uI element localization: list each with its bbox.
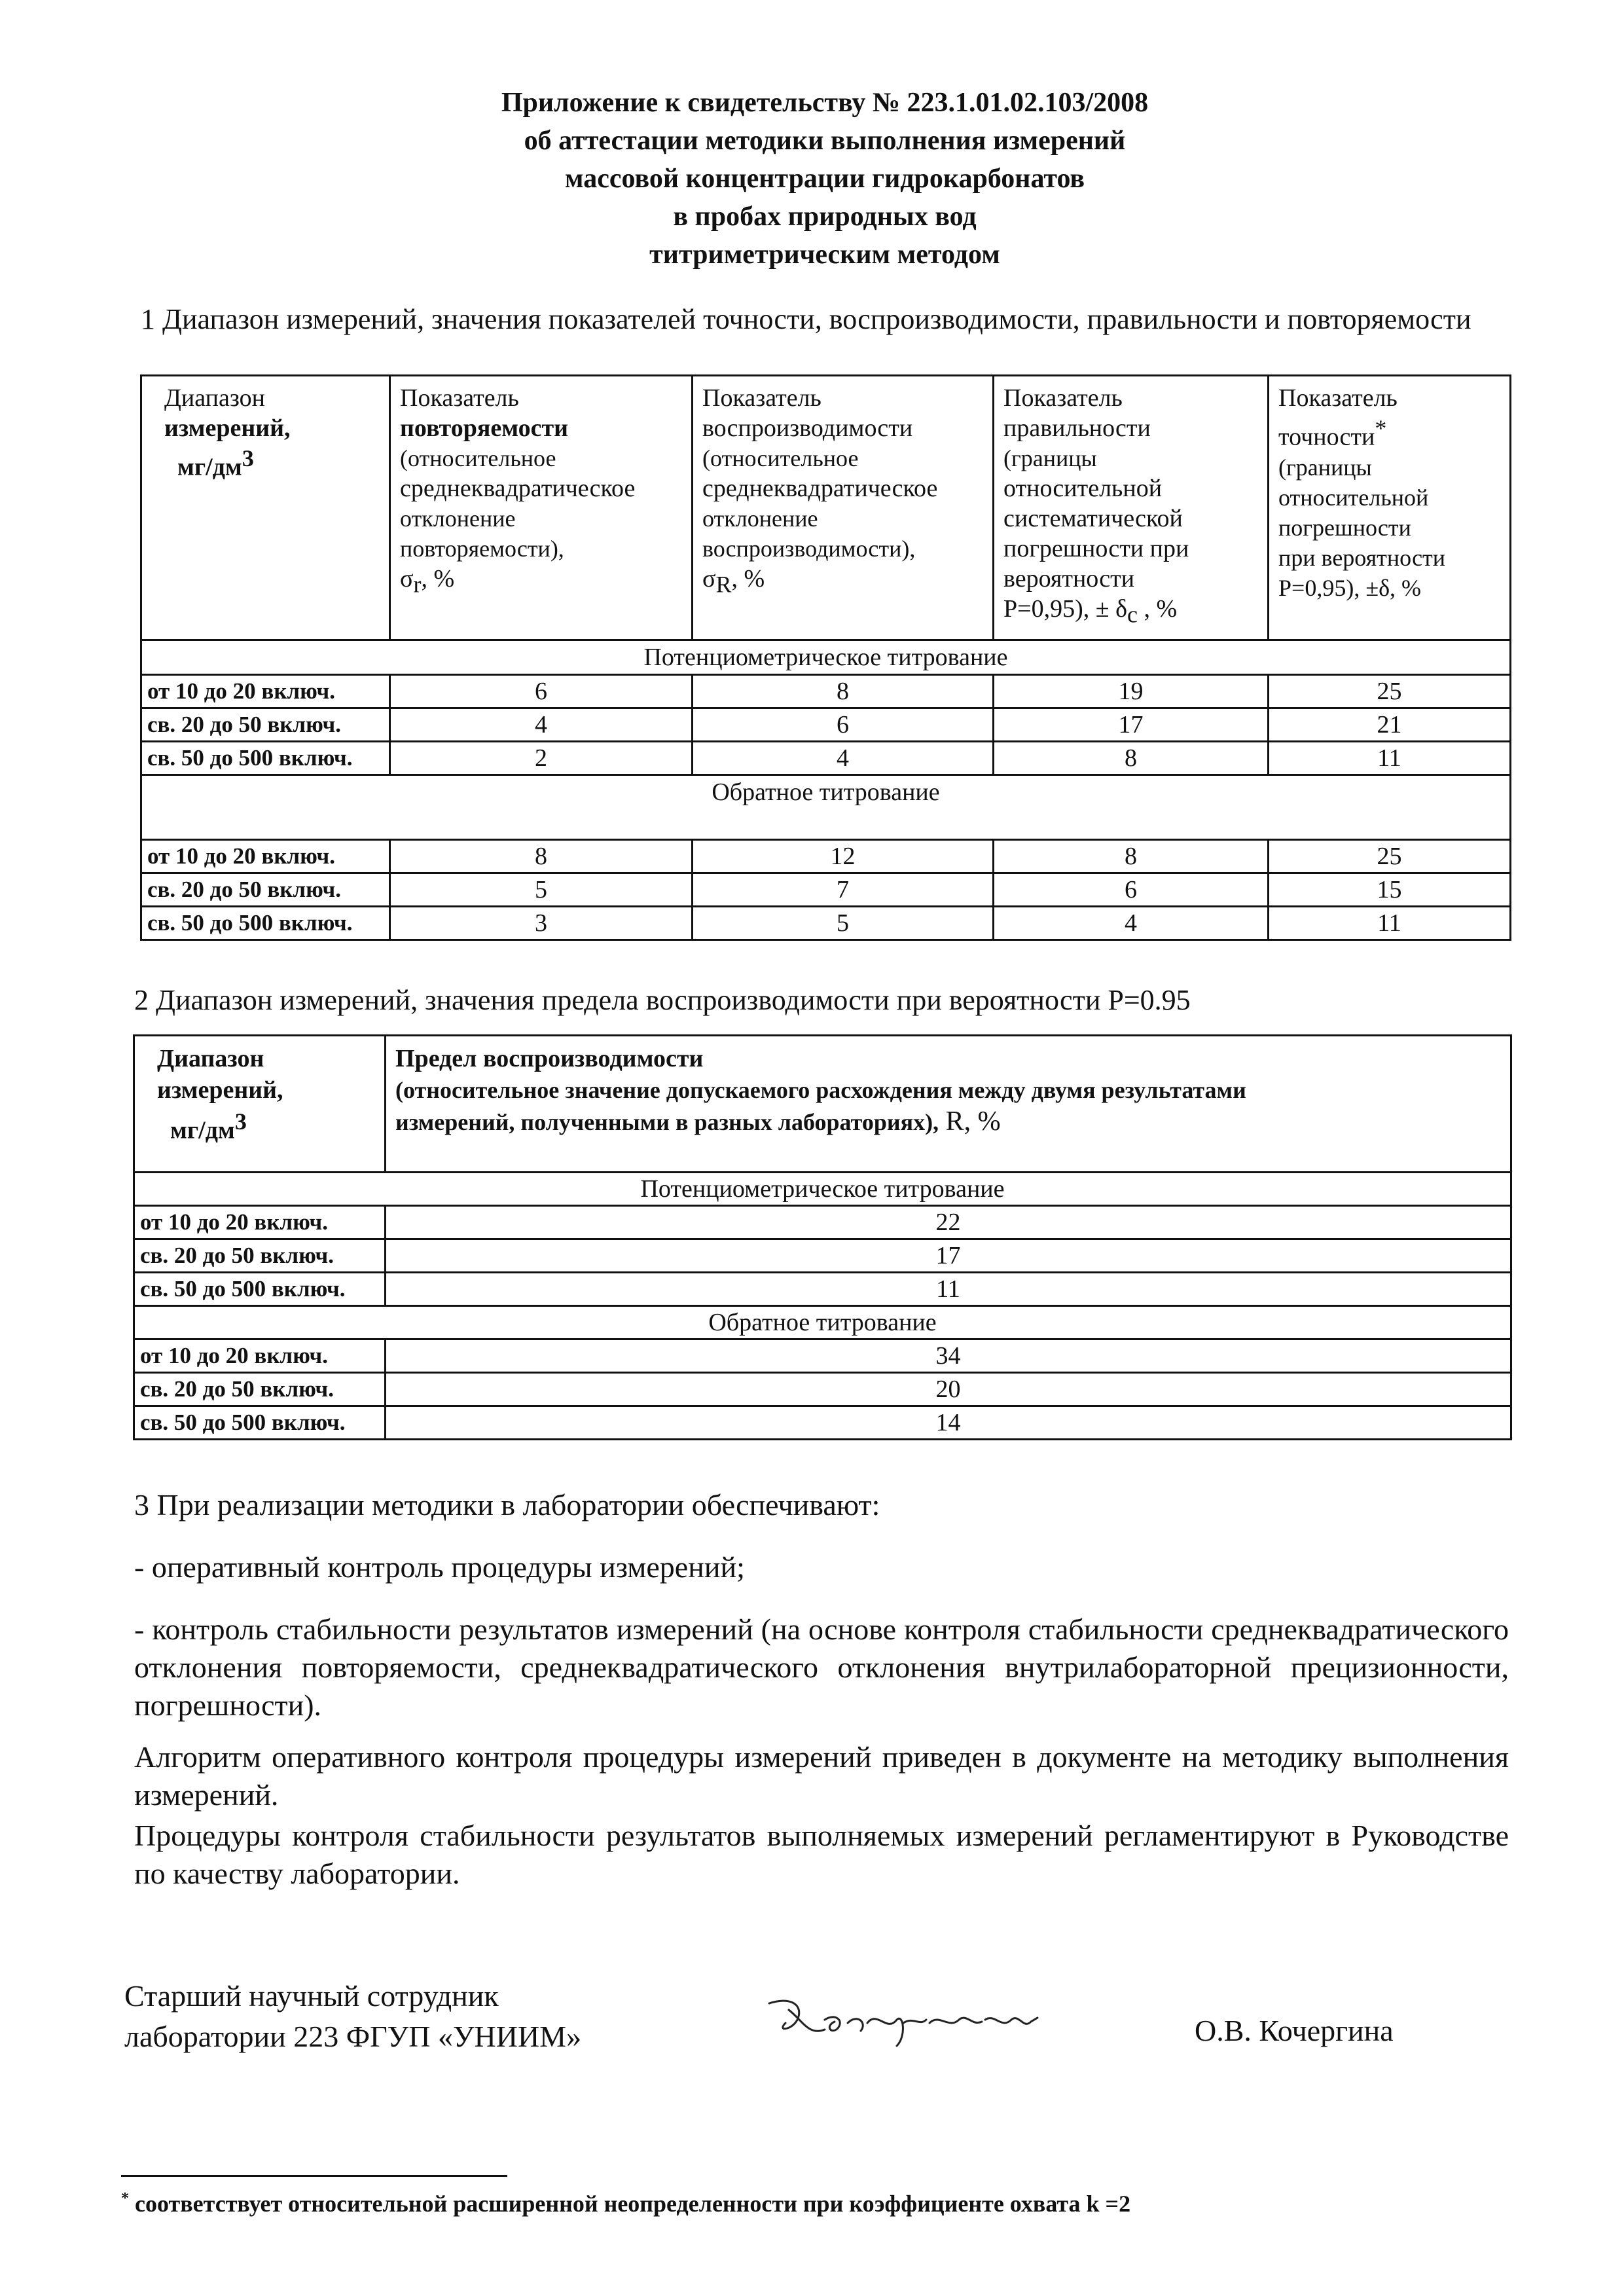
header-text: (границы: [1003, 445, 1097, 471]
title-line-2: об аттестации методики выполнения измерений: [524, 126, 1126, 156]
value-cell: 11: [1269, 907, 1511, 940]
header-text: при вероятности: [1278, 544, 1446, 571]
group-header-row: [141, 640, 1511, 675]
range-cell: от 10 до 20 включ.: [141, 675, 390, 708]
value-cell: 8: [390, 840, 693, 873]
header-text: Показатель: [702, 384, 821, 412]
header-text: мг/дм: [170, 1116, 235, 1144]
header-text: отклонение: [702, 505, 818, 532]
group-label: Потенциометрическое титрование: [141, 640, 1511, 675]
group-header-row: [134, 1306, 1511, 1339]
table-row: [141, 840, 1511, 873]
header-sub: r: [413, 571, 422, 598]
table-row: [141, 675, 1511, 708]
section-1-heading: 1 Диапазон измерений, значения показателей точности, воспроизводимости, правильности и повторяемости: [141, 303, 1471, 335]
table-row: [141, 873, 1511, 907]
value-cell: 6: [693, 708, 994, 742]
range-cell: от 10 до 20 включ.: [134, 1206, 386, 1239]
header-text: мг/дм: [177, 453, 242, 481]
range-cell: св. 50 до 500 включ.: [134, 1273, 386, 1306]
table-row: [134, 1239, 1511, 1273]
footnote-text: соответствует относительной расширенной неопределенности при коэффициенте охвата k =2: [129, 2191, 1131, 2217]
header-text: повторяемости),: [400, 536, 564, 562]
value-cell: 8: [994, 840, 1269, 873]
range-cell: от 10 до 20 включ.: [134, 1339, 386, 1373]
title-line-5: титриметрическим методом: [649, 240, 1000, 270]
section-3-paragraph-1: Алгоритм оперативного контроля процедуры измерений приведен в документе на методику выполнения измерений.: [134, 1740, 1509, 1812]
table-row: [134, 1373, 1511, 1406]
header-text: Диапазон: [157, 1045, 264, 1072]
value-cell: 17: [994, 708, 1269, 742]
value-cell: 34: [386, 1339, 1511, 1373]
value-cell: 15: [1269, 873, 1511, 907]
value-cell: 25: [1269, 675, 1511, 708]
footnote-mark: *: [1375, 415, 1387, 441]
header-text: вероятности: [1003, 565, 1135, 592]
value-cell: 11: [1269, 742, 1511, 775]
value-cell: 8: [994, 742, 1269, 775]
header-text: [395, 1106, 1502, 1138]
value-cell: 21: [1269, 708, 1511, 742]
range-cell: св. 20 до 50 включ.: [134, 1373, 386, 1406]
range-cell: св. 50 до 500 включ.: [141, 907, 390, 940]
section-3-paragraph-2: Процедуры контроля стабильности результатов выполняемых измерений регламентируют в Руководстве по качеству лаборатории.: [134, 1819, 1509, 1890]
group-label: Потенциометрическое титрование: [134, 1173, 1511, 1206]
table-header-row: [141, 376, 1511, 640]
header-text: Показатель: [400, 384, 519, 412]
header-text: погрешности: [1278, 514, 1411, 541]
title-line-1: Приложение к свидетельству № 223.1.01.02.103/2008: [501, 88, 1149, 118]
header-text: Предел воспроизводимости: [395, 1045, 704, 1072]
header-text: , %: [731, 565, 765, 592]
value-cell: 7: [693, 873, 994, 907]
value-cell: 5: [390, 873, 693, 907]
header-symbol: [702, 564, 984, 600]
header-text: относительной: [1278, 484, 1429, 511]
header-text: систематической: [1003, 505, 1183, 532]
header-text: воспроизводимости: [702, 414, 913, 442]
value-cell: 25: [1269, 840, 1511, 873]
value-cell: 6: [390, 675, 693, 708]
table-row: [134, 1273, 1511, 1306]
group-header-row: [134, 1173, 1511, 1206]
reproducibility-limit-table: [133, 1034, 1512, 1440]
handwritten-signature: [763, 1984, 1070, 2059]
header-text: измерений, полученными в разных лабораториях),: [395, 1109, 939, 1135]
header-text: среднеквадратическое: [400, 475, 636, 502]
section-3-item-1: - оперативный контроль процедуры измерений;: [134, 1550, 745, 1584]
range-cell: св. 50 до 500 включ.: [134, 1406, 386, 1440]
header-text: погрешности при: [1003, 535, 1189, 562]
header-text: σ: [400, 565, 414, 592]
header-text: Р=0,95), ±δ, %: [1278, 574, 1422, 601]
table-header-row: [134, 1036, 1511, 1173]
range-cell: св. 20 до 50 включ.: [141, 873, 390, 907]
header-text: среднеквадратическое: [702, 475, 938, 502]
section-3-heading: 3 При реализации методики в лаборатории обеспечивают:: [134, 1488, 880, 1522]
value-cell: 8: [693, 675, 994, 708]
table-row: [134, 1406, 1511, 1440]
section-2-heading: 2 Диапазон измерений, значения предела воспроизводимости при вероятности Р=0.95: [134, 984, 1191, 1016]
signer-position: [124, 1976, 581, 2057]
value-cell: 11: [386, 1273, 1511, 1306]
table-row: [141, 708, 1511, 742]
range-cell: св. 20 до 50 включ.: [134, 1239, 386, 1273]
table-row: [141, 907, 1511, 940]
header-reproducibility: [693, 376, 994, 640]
footnote: [121, 2190, 1130, 2217]
group-label: Обратное титрование: [141, 775, 1511, 840]
header-sub: c: [1127, 601, 1138, 628]
table-row: [134, 1339, 1511, 1373]
header-text: , %: [1137, 595, 1178, 623]
value-cell: 4: [390, 708, 693, 742]
header-text: [1278, 413, 1502, 452]
value-cell: 4: [693, 742, 994, 775]
header-unit: [151, 443, 381, 483]
header-range: [134, 1036, 386, 1173]
value-cell: 20: [386, 1373, 1511, 1406]
header-text: (относительное значение допускаемого расхождения между двумя результатами: [395, 1077, 1246, 1103]
header-symbol: R, %: [939, 1106, 1001, 1137]
header-text: (границы: [1278, 454, 1372, 481]
signer-position-line-2: лаборатории 223 ФГУП «УНИИМ»: [124, 2020, 582, 2053]
header-correctness: [994, 376, 1269, 640]
footnote-mark: *: [121, 2190, 129, 2207]
section-3-item-2: - контроль стабильности результатов измерений (на основе контроля стабильности среднеквадратического отклонения повторяемости, среднеквадратического отклонения внутрилабораторной прецизионности, погрешности).: [134, 1613, 1509, 1722]
header-text: отклонение: [400, 505, 516, 532]
table-row: [141, 742, 1511, 775]
title-line-4: в пробах природных вод: [673, 202, 977, 232]
group-label: Обратное титрование: [134, 1306, 1511, 1339]
header-range: [141, 376, 390, 640]
signer-position-line-1: Старший научный сотрудник: [124, 1979, 499, 2013]
header-text: σ: [702, 565, 716, 592]
header-sup: 3: [234, 1108, 247, 1135]
header-text: измерений,: [157, 1076, 283, 1104]
value-cell: 19: [994, 675, 1269, 708]
header-sub: R: [715, 571, 732, 598]
title-line-3: массовой концентрации гидрокарбонатов: [564, 164, 1085, 194]
header-text: относительной: [1003, 475, 1163, 502]
signer-name: О.В. Кочергина: [1195, 2014, 1394, 2047]
header-text: Диапазон: [164, 384, 265, 412]
header-unit: [144, 1106, 376, 1146]
range-cell: св. 20 до 50 включ.: [141, 708, 390, 742]
value-cell: 6: [994, 873, 1269, 907]
table-row: [134, 1206, 1511, 1239]
header-symbol: [1003, 594, 1259, 630]
footnote-divider: [121, 2175, 507, 2177]
header-text: воспроизводимости),: [702, 536, 916, 562]
value-cell: 2: [390, 742, 693, 775]
value-cell: 14: [386, 1406, 1511, 1440]
value-cell: 12: [693, 840, 994, 873]
header-sup: 3: [242, 445, 254, 471]
header-repeatability: [390, 376, 693, 640]
value-cell: 4: [994, 907, 1269, 940]
header-text: правильности: [1003, 414, 1151, 442]
header-limit: [386, 1036, 1511, 1173]
header-text: повторяемости: [400, 414, 569, 442]
value-cell: 22: [386, 1206, 1511, 1239]
document-title: [327, 84, 1322, 274]
header-text: (относительное: [400, 445, 556, 471]
value-cell: 5: [693, 907, 994, 940]
header-accuracy: [1269, 376, 1511, 640]
header-text: точности: [1278, 423, 1375, 451]
header-symbol: [400, 564, 683, 600]
range-cell: св. 50 до 500 включ.: [141, 742, 390, 775]
group-header-row: [141, 775, 1511, 840]
header-text: , %: [421, 565, 455, 592]
range-cell: от 10 до 20 включ.: [141, 840, 390, 873]
accuracy-table: [140, 374, 1511, 941]
value-cell: 3: [390, 907, 693, 940]
header-text: (относительное: [702, 445, 859, 471]
value-cell: 17: [386, 1239, 1511, 1273]
header-text: измерений,: [164, 414, 291, 442]
header-text: Р=0,95), ± δ: [1003, 595, 1127, 623]
signature-scribble: [763, 1984, 1070, 2056]
header-text: Показатель: [1278, 384, 1398, 412]
header-text: Показатель: [1003, 384, 1123, 412]
